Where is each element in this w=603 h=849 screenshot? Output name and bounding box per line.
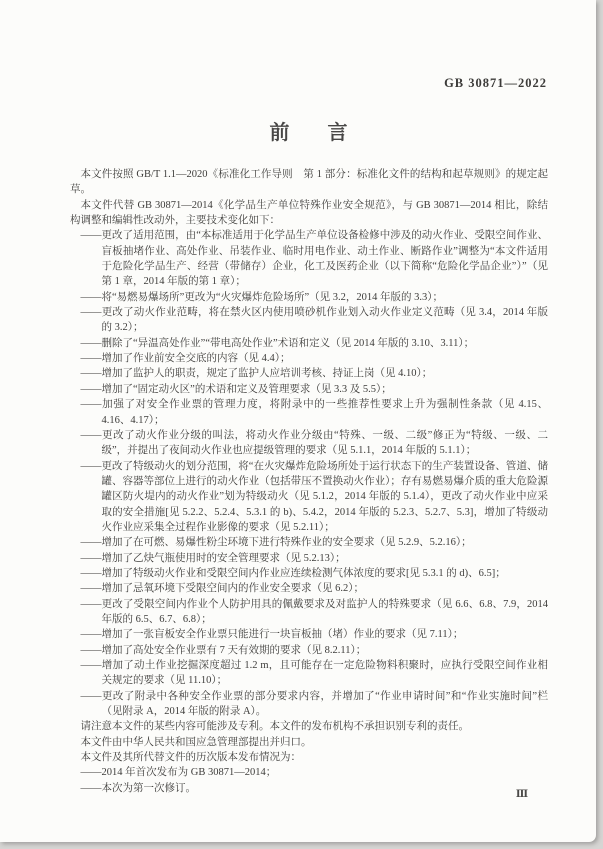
paragraph: 本文件代替 GB 30871—2014《化学品生产单位特殊作业安全规范》，与 GB 30871—2014 相比，除结构调整和编辑性改动外，主要技术变化如下： (70, 199, 548, 227)
change-item: ——本次为第一次修订。 (80, 782, 196, 794)
foreword-body (70, 167, 548, 796)
paragraph: 本文件按照 GB/T 1.1—2020《标准化工作导则 第 1 部分：标准化文件的结构和起草规则》的规定起草。 (70, 169, 548, 196)
paragraph: 请注意本文件的某些内容可能涉及专利。本文件的发布机构不承担识别专利的责任。 (80, 721, 469, 733)
change-item: ——删除了“异温高处作业”“带电高处作业”术语和定义（见 2014 年版的 3.10、3.11）； (80, 337, 475, 349)
change-item: ——增加了一张盲板安全作业票只能进行一块盲板抽（堵）作业的要求（见 7.11）； (80, 629, 464, 641)
paragraph: 本文件及其所代替文件的历次版本发布情况为： (80, 752, 301, 764)
change-item: ——增加了监护人的职责，规定了监护人应培训考核、持证上岗（见 4.10）； (80, 368, 433, 380)
change-item: ——增加了特级动火作业和受限空间内作业应连续检测气体浓度的要求[见 5.3.1 的 d)、6.5]； (80, 567, 506, 579)
change-item: ——2014 年首次发布为 GB 30871—2014； (80, 767, 277, 779)
change-item: ——更改了受限空间内作业个人防护用具的佩戴要求及对监护人的特殊要求（见 6.6、6.8、7.9，2014 年版的 6.5、6.7、6.8）； (80, 598, 548, 625)
change-item: ——增加了“固定动火区”的术语和定义及管理要求（见 3.3 及 5.5）； (80, 383, 392, 395)
change-item: ——增加了高处安全作业票有 7 天有效期的要求（见 8.2.11）； (80, 644, 367, 656)
change-item: ——增加了忌氧环境下受限空间内的作业安全要求（见 6.2）； (80, 583, 364, 595)
change-item: ——增加了动土作业挖掘深度超过 1.2 m，且可能存在一定危险物料积聚时，应执行受限空间作业相关规定的要求（见 11.10）； (80, 660, 548, 687)
foreword-title: 前 言 (269, 122, 357, 144)
change-item: ——更改了附录中各种安全作业票的部分要求内容，并增加了“作业申请时间”和“作业实施时间”栏（见附录 A，2014 年版的附录 A）。 (80, 690, 548, 718)
change-item: ——更改了适用范围，由“本标准适用于化学品生产单位设备检修中涉及的动火作业、受限空间作业、盲板抽堵作业、高处作业、吊装作业、临时用电作业、动土作业、断路作业”调整为“本文件适用于危险化学品生产、经营（带储存）企业，化工及医药企业（以下简称“危险化学品企业”）”（见第 1 章，2014 年版的第 1 章）； (80, 230, 548, 288)
change-item: ——将“易燃易爆场所”更改为“火灾爆炸危险场所”（见 3.2，2014 年版的 3.3）； (80, 291, 444, 303)
standard-number: GB 30871—2022 (444, 76, 547, 90)
change-item: ——更改了特级动火的划分范围，将“在火灾爆炸危险场所处于运行状态下的生产装置设备、管道、储罐、容器等部位上进行的动火作业（包括带压不置换动火作业）；存有易燃易爆介质的重大危险源罐区防火堤内的动火作业”划为特级动火（见 5.1.2，2014 年版的 5.1.4），更改了动火作业中应采取的安全措施[见 5.2.2、5.2.4、5.3.1 的 b)、5.4.2，2014 年版的 5.2.3、5.2.7、5.3]，增加了特级动火作业应采集全过程作业影像的要求（见 5.2.11）； (80, 460, 548, 533)
change-item: ——增加了作业前安全交底的内容（见 4.4）； (80, 353, 291, 365)
paragraph: 本文件由中华人民共和国应急管理部提出并归口。 (80, 736, 312, 748)
page-number: Ⅲ (515, 789, 528, 800)
change-item: ——更改了动火作业范畴，将在禁火区内使用喷砂机作业划入动火作业定义范畴（见 3.4，2014 年版的 3.2）； (80, 307, 548, 334)
change-item: ——加强了对安全作业票的管理力度，将附录中的一些推荐性要求上升为强制性条款（见 4.15、4.16、4.17）； (80, 399, 548, 426)
change-item: ——更改了动火作业分级的叫法，将动火作业分级由“特殊、一级、二级”修正为“特级、一级、二级”，并提出了夜间动火作业也应提级管理的要求（见 5.1.1，2014 年版的 5.1.1）； (80, 429, 548, 457)
change-item: ——增加了在可燃、易爆性粉尘环境下进行特殊作业的安全要求（见 5.2.9、5.2.16）； (80, 537, 472, 549)
change-item: ——增加了乙炔气瓶使用时的安全管理要求（见 5.2.13）； (80, 552, 346, 564)
